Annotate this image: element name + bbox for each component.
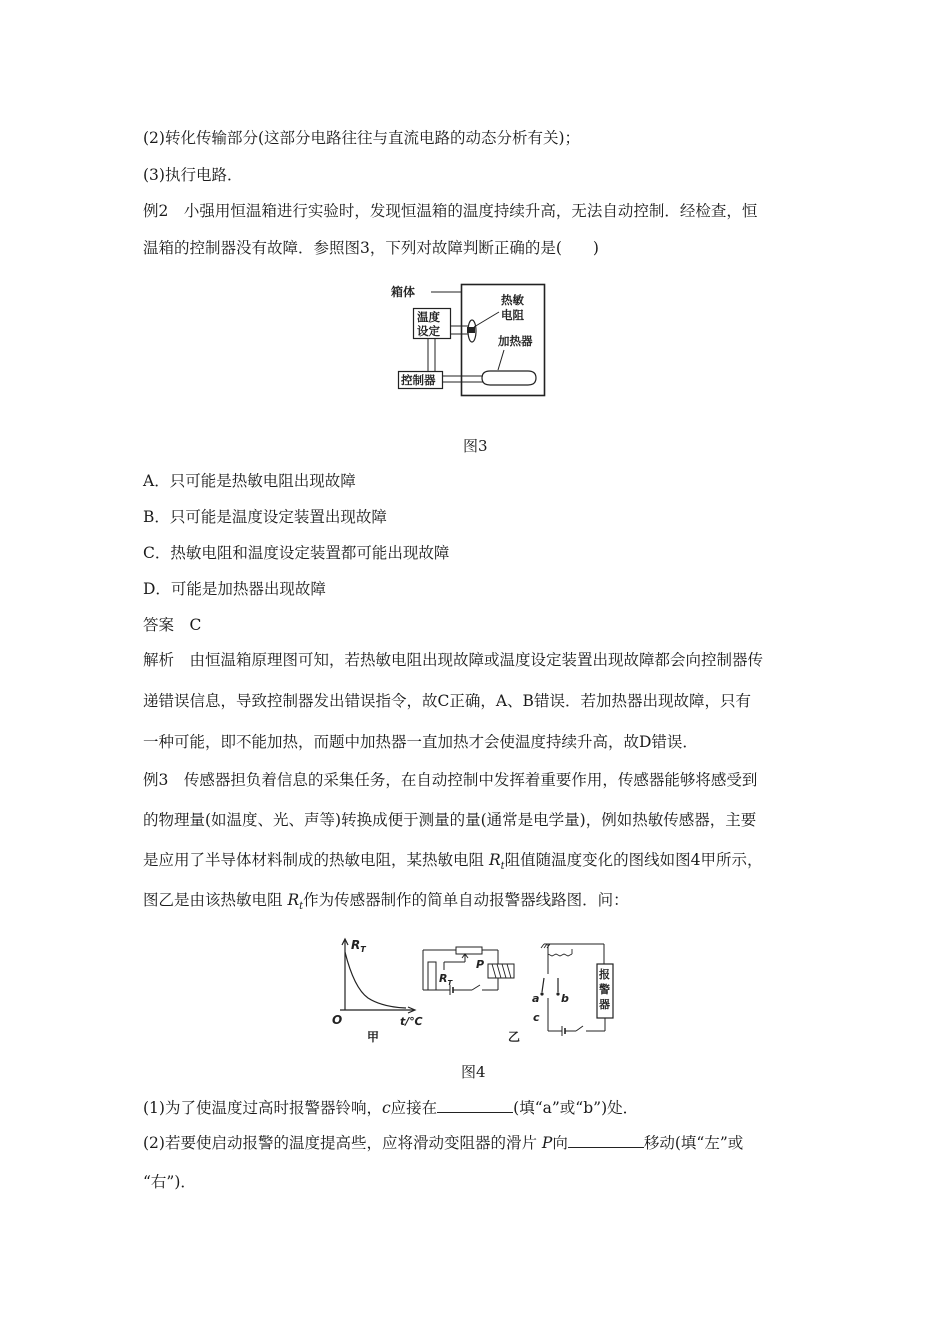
figure-4-diagram: [322, 934, 628, 1044]
option-c: C．热敏电阻和温度设定装置都可能出现故障: [143, 544, 450, 562]
thermistor-rt: [428, 962, 436, 990]
analysis-line1: 解析 由恒温箱原理图可知，若热敏电阻出现故障或温度设定装置出现故障都会向控制器传: [143, 651, 764, 669]
analysis-line3: 一种可能，即不能加热，而题中加热器一直加热才会使温度持续升高，故D错误．: [143, 733, 698, 751]
fig4-p-label: P: [476, 958, 485, 971]
text-line-part2: (2)转化传输部分(这部分电路往往与直流电路的动态分析有关)；: [143, 129, 581, 147]
option-b: B．只可能是温度设定装置出现故障: [143, 508, 387, 526]
answer-line: 答案 C: [143, 616, 202, 634]
rt-curve: [345, 952, 406, 1008]
answer-blank-2[interactable]: [568, 1133, 644, 1148]
fig4-rt-label: $R_T$: [439, 972, 453, 987]
question-2-continued: “右”)．: [143, 1173, 196, 1191]
fig4-jia-label: 甲: [367, 1030, 380, 1044]
fig4-alarm-label-1: 报: [599, 968, 610, 981]
figure-3-diagram: [390, 282, 550, 398]
rheostat: [456, 947, 482, 954]
fig3-thermistor-label-1: 热敏: [501, 293, 524, 307]
fig4-a-label: a: [532, 992, 540, 1005]
heater-symbol: [482, 371, 536, 385]
fig3-controller-label: 控制器: [401, 373, 436, 387]
question-1: (1)为了使温度过高时报警器铃响，c应接在 (填“a”或“b”)处．: [143, 1099, 639, 1117]
example2-line2: 温箱的控制器没有故障．参照图3，下列对故障判断正确的是( ): [143, 239, 599, 257]
example3-line4: 图乙是由该热敏电阻 $R_t$作为传感器制作的简单自动报警器线路图．问：: [143, 891, 629, 913]
example3-line3: 是应用了半导体材料制成的热敏电阻，某热敏电阻 $R_t$阻值随温度变化的图线如图4甲所示，: [143, 851, 763, 873]
question-2: (2)若要使启动报警的温度提高些，应将滑动变阻器的滑片 P向 移动(填“左”或: [143, 1134, 744, 1152]
analysis-line2: 递错误信息，导致控制器发出错误指令，故C正确，A、B错误．若加热器出现故障，只有: [143, 692, 751, 710]
fig3-temp-set-label-2: 设定: [417, 324, 440, 338]
spring: [548, 954, 572, 956]
example3-line1: 例3 传感器担负着信息的采集任务，在自动控制中发挥着重要作用，传感器能够将感受到: [143, 771, 758, 789]
figure-3-caption: 图3: [463, 437, 488, 455]
fig3-heater-label: 加热器: [498, 334, 533, 348]
figure-4-caption: 图4: [461, 1063, 486, 1081]
example2-line1: 例2 小强用恒温箱进行实验时，发现恒温箱的温度持续升高，无法自动控制．经检查，恒: [143, 202, 758, 220]
fig3-temp-set-label-1: 温度: [417, 310, 440, 324]
fig4-x-label: t/℃: [400, 1015, 423, 1028]
option-a: A．只可能是热敏电阻出现故障: [143, 472, 356, 490]
fig4-b-label: b: [561, 992, 569, 1005]
example3-line2: 的物理量(如温度、光、声等)转换成便于测量的量(通常是电学量)，例如热敏传感器，主要: [143, 811, 757, 829]
fig3-thermistor-label-2: 电阻: [501, 308, 524, 322]
fig4-yi-label: 乙: [508, 1030, 521, 1044]
fig4-origin: O: [332, 1013, 343, 1027]
option-d: D．可能是加热器出现故障: [143, 580, 326, 598]
answer-blank-1[interactable]: [437, 1098, 513, 1113]
fig4-c-label: c: [533, 1011, 540, 1024]
fig4-alarm-label-3: 器: [599, 998, 610, 1011]
fig4-y-label: $R_T$: [351, 938, 366, 954]
text-line-part3: (3)执行电路．: [143, 166, 243, 184]
fig3-box-label: 箱体: [391, 285, 416, 299]
fig4-alarm-label-2: 警: [599, 983, 610, 996]
